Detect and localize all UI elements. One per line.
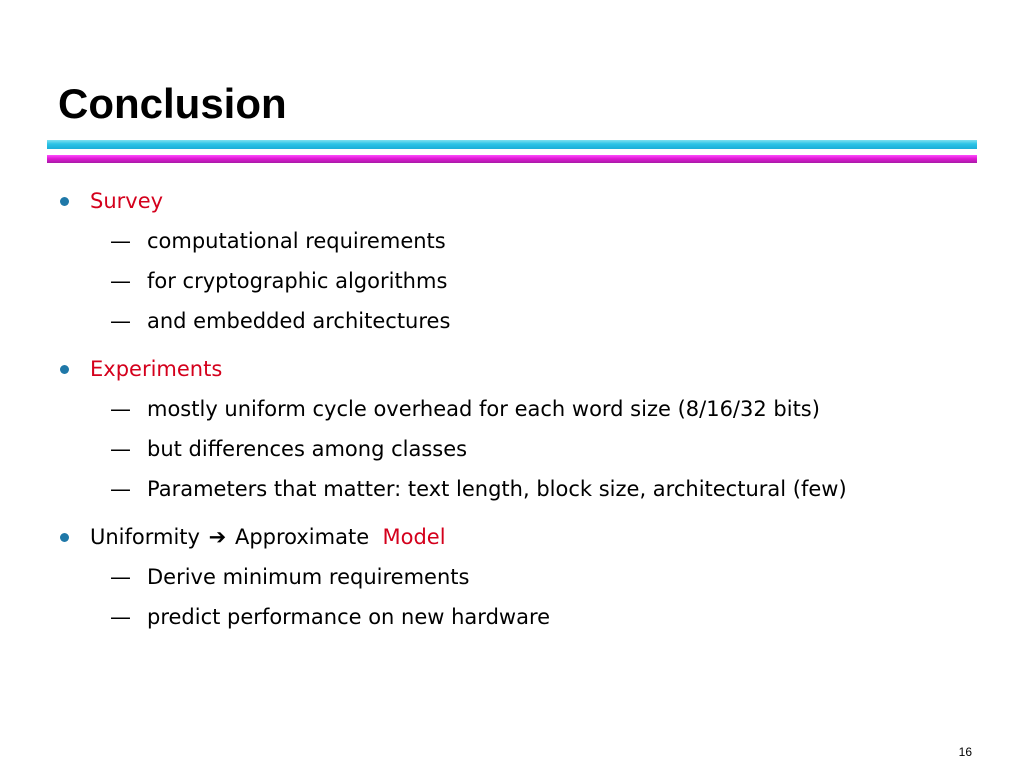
dash-icon: — bbox=[110, 309, 131, 333]
slide-title: Conclusion bbox=[58, 80, 287, 127]
experiments-subitem: mostly uniform cycle overhead for each word size (8/16/32 bits) bbox=[147, 397, 820, 421]
title-rule-magenta bbox=[47, 155, 977, 163]
survey-subitem: and embedded architectures bbox=[147, 309, 451, 333]
survey-subitem: for cryptographic algorithms bbox=[147, 269, 448, 293]
bullet-dot-icon bbox=[60, 365, 69, 374]
experiments-subitem: but differences among classes bbox=[147, 437, 468, 461]
dash-icon: — bbox=[110, 477, 131, 501]
approximate-text: Approximate bbox=[234, 525, 370, 549]
page-number: 16 bbox=[958, 745, 972, 759]
uniformity-subitem: predict performance on new hardware bbox=[147, 605, 551, 629]
bullet-dot-icon bbox=[60, 197, 69, 206]
bullet-uniformity-label bbox=[90, 523, 446, 551]
bullet-experiments-label: Experiments bbox=[90, 357, 223, 381]
dash-icon: — bbox=[110, 605, 131, 629]
dash-icon: — bbox=[110, 437, 131, 461]
right-arrow-icon: ➔ bbox=[208, 525, 227, 549]
title-rule-cyan bbox=[47, 140, 977, 149]
survey-subitem: computational requirements bbox=[147, 229, 446, 253]
experiments-subitem: Parameters that matter: text length, block size, architectural (few) bbox=[147, 477, 847, 501]
dash-icon: — bbox=[110, 229, 131, 253]
bullet-survey-label: Survey bbox=[90, 189, 164, 213]
dash-icon: — bbox=[110, 269, 131, 293]
bullet-dot-icon bbox=[60, 533, 69, 542]
dash-icon: — bbox=[110, 565, 131, 589]
uniformity-subitem: Derive minimum requirements bbox=[147, 565, 470, 589]
uniformity-text: Uniformity bbox=[90, 525, 200, 549]
dash-icon: — bbox=[110, 397, 131, 421]
model-text: Model bbox=[382, 525, 446, 549]
